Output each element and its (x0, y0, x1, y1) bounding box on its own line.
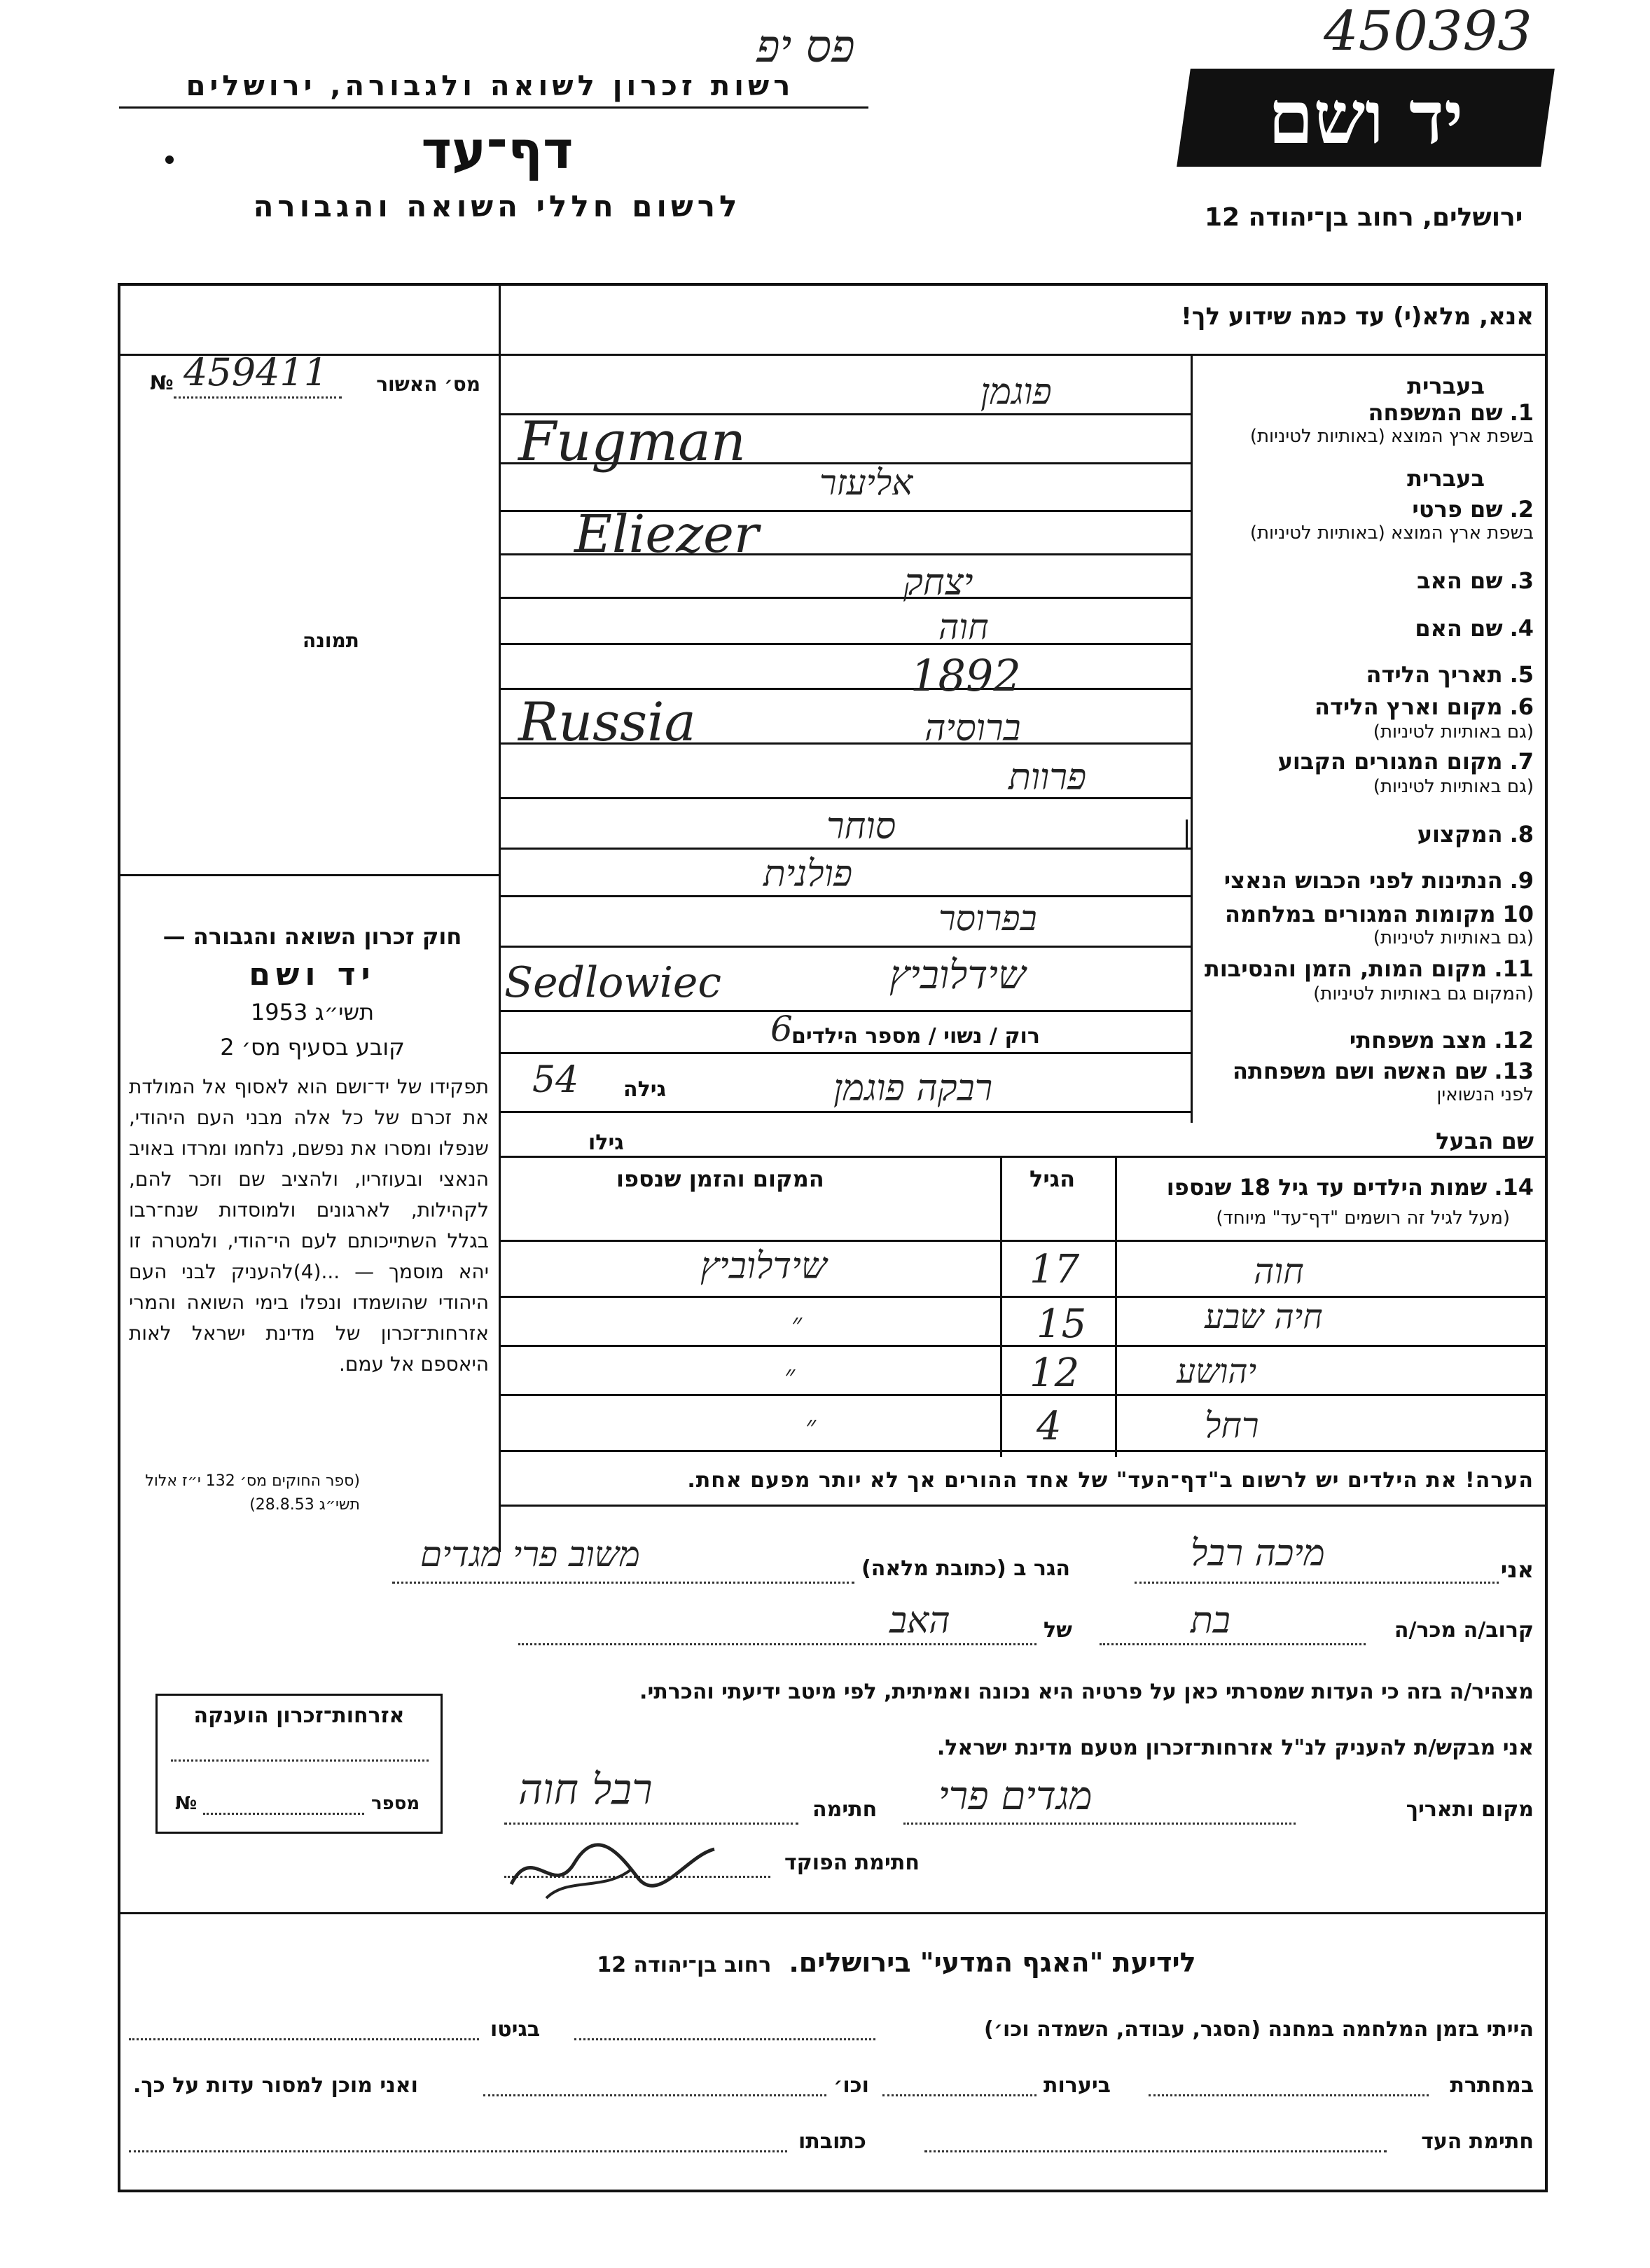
left-column-divider (499, 286, 501, 1552)
field-line-8 (499, 848, 1192, 850)
field-line-4 (499, 643, 1192, 645)
signature-label: חתימה (812, 1797, 878, 1822)
field-line-12 (499, 1052, 1192, 1054)
field-1-value-hebrew: פוגמן (980, 371, 1052, 413)
citizenship-no-symbol: № (175, 1793, 197, 1814)
declarant-name: מיכה רבל (1191, 1533, 1325, 1575)
husband-label: שם הבעל (1436, 1128, 1534, 1154)
left-law-divider (120, 874, 499, 876)
signature-line (504, 1823, 798, 1825)
footer-divider (120, 1912, 1545, 1914)
field-12-name: מצב משפחתי (1349, 1027, 1488, 1053)
instruction-divider (499, 354, 1545, 356)
law-source: (ספר החוקים מס׳ 132 י״ז אלול תשי״ג 28.8.53) (145, 1472, 360, 1514)
field-10-label (1225, 901, 1534, 927)
lang-hebrew-2: בעברית (1407, 465, 1485, 492)
relation-value: בת (1191, 1600, 1230, 1642)
field-line-9 (499, 895, 1192, 897)
citizenship-number-line (203, 1813, 364, 1815)
field-7-name: מקום המגורים הקבוע (1277, 748, 1503, 775)
officer-signature-scribble (504, 1828, 742, 1905)
form-subtitle: לרשום חללי השואה והגבורה (253, 189, 742, 223)
field-11-sub: (המקום גם באותיות לטיניות) (1313, 983, 1534, 1004)
field-1-no: 1. (1509, 399, 1534, 426)
husband-line (499, 1156, 1545, 1158)
field-7-value: פרוות (1008, 756, 1087, 798)
child-4-place: ״ (805, 1410, 817, 1442)
field-12-children-count: 6 (770, 1009, 793, 1049)
of-value: האב (889, 1600, 950, 1642)
field-7-no: 7. (1509, 748, 1534, 775)
approval-dotline (174, 396, 342, 399)
footer-line1-b: בגיטו (490, 2017, 541, 2042)
place-date-label: מקום ותאריך (1406, 1797, 1534, 1822)
child-2-age: 15 (1037, 1301, 1087, 1347)
children-row-line-2 (499, 1345, 1545, 1347)
field-7-label (1278, 748, 1534, 775)
child-1-age: 17 (1029, 1247, 1080, 1292)
field-12-status-options: רוק / נשוי / מספר הילדים (791, 1024, 1040, 1049)
field-6-no: 6. (1509, 693, 1534, 720)
field-4-value: חוה (938, 607, 989, 647)
field-3-no: 3. (1509, 567, 1534, 594)
field-4-label (1415, 615, 1534, 642)
field-5-value: 1892 (910, 650, 1021, 701)
field-4-no: 4. (1509, 615, 1534, 642)
field-2-value-hebrew: אליעזר (819, 462, 913, 503)
place-date-value: מגדים פרי (938, 1773, 1093, 1819)
relation-line (1100, 1643, 1366, 1645)
registration-number: 450393 (1324, 0, 1532, 63)
field-line-10 (499, 946, 1192, 948)
children-col-divider-2 (1000, 1156, 1002, 1457)
field-13-name: שם האשה ושם משפחתה (1232, 1058, 1488, 1084)
child-3-name: יהושע (1177, 1352, 1257, 1391)
footer-line3-dots-b (129, 2150, 787, 2152)
field-6-name: מקום וארץ הלידה (1315, 693, 1503, 720)
field-13-no: 13. (1494, 1058, 1534, 1084)
field-11-no: 11. (1494, 955, 1534, 982)
children-header-line (499, 1240, 1545, 1242)
footer-line1-dots-a (574, 2038, 875, 2040)
field-9-label (1224, 867, 1534, 894)
field-10-name: מקומות המגורים במלחמה (1224, 901, 1496, 927)
field-11-label (1205, 955, 1534, 982)
children-row-line-3 (499, 1394, 1545, 1396)
bullet-mark (165, 155, 174, 164)
field-8-label (1417, 821, 1534, 848)
approval-label: מס׳ האשור (376, 373, 480, 396)
instruction-text: אנא, מלא(י) עד כמה שידוע לך! (1181, 303, 1534, 331)
field-6-value-hebrew: ברוסיה (924, 707, 1021, 749)
note-bottom-line (499, 1505, 1545, 1507)
lang-hebrew-1: בעברית (1407, 373, 1485, 399)
field-10-no: 10 (1502, 901, 1534, 927)
children-header-title (1167, 1174, 1534, 1201)
citizenship-title: אזרחות־זכרון הוענקה (193, 1703, 405, 1728)
field-line-13 (499, 1111, 1192, 1113)
footer-line2-dots-a (1149, 2094, 1429, 2096)
form-title: דף־עד (421, 120, 574, 181)
approval-value: 459411 (183, 350, 328, 394)
footer-title-text: לידיעת "האגף המדעי" בירושלים. (789, 1947, 1196, 1978)
field-13-age-value: 54 (532, 1059, 579, 1101)
field-13-label (1233, 1058, 1534, 1084)
field-8-no: 8. (1509, 821, 1534, 848)
field-5-no: 5. (1509, 661, 1534, 688)
footer-line2-a: במחתרת (1450, 2073, 1534, 2098)
footer-line2-c: וכו׳ (833, 2073, 869, 2098)
place-date-line (903, 1823, 1296, 1825)
field-4-name: שם האם (1415, 615, 1503, 642)
footer-line2-dots-c (483, 2094, 826, 2096)
children-header-note: (מעל לגיל זה רושמים "דף־עד" מיוחד) (1216, 1208, 1510, 1229)
field-10-latin-note: (גם באותיות לטיניות) (1373, 927, 1534, 948)
signature-value: רבל חוה (518, 1765, 653, 1814)
field-9-value: פולנית (763, 853, 853, 895)
field-2-name: שם פרטי (1412, 496, 1503, 523)
child-4-age: 4 (1037, 1404, 1062, 1449)
field-12-no: 12. (1494, 1027, 1534, 1053)
field-7-latin-note: (גם באותיות לטיניות) (1373, 776, 1534, 797)
declarant-address: משוב פרי מגדים (420, 1534, 640, 1575)
field-13-sub: לפני הנשואין (1436, 1084, 1534, 1105)
officer-signature-icon (504, 1828, 742, 1905)
footer-line2-d: ואני מוכן למסור עדות על כך. (133, 2073, 418, 2098)
field-3-name: שם האב (1417, 567, 1503, 594)
field-1-name: שם המשפחה (1368, 399, 1503, 426)
relative-label: קרוב/ה מכר/ה (1394, 1618, 1534, 1643)
children-age-col: הגיל (1029, 1166, 1076, 1192)
authority-underline (119, 106, 868, 109)
of-label: של (1044, 1618, 1072, 1643)
husband-age-label: גילו (588, 1130, 624, 1155)
note-line: הערה! את הילדים יש לרשום ב"דף־העד" של אחד ההורים אך לא יותר מפעם אחת. (687, 1468, 1534, 1493)
field-5-label (1366, 661, 1534, 688)
officer-label: חתימת הפוקד (784, 1851, 920, 1875)
footer-line3-a: חתימת העד (1421, 2129, 1534, 2154)
child-2-name: חיה שבע (1205, 1297, 1323, 1336)
field-2-value-latin: Eliezer (574, 504, 759, 565)
field-5-name: תאריך הלידה (1366, 661, 1503, 688)
field-11-value-hebrew: שידלוביץ (889, 953, 1026, 998)
children-row-line-4 (499, 1450, 1545, 1452)
field-6-label (1315, 693, 1534, 720)
children-header-text: שמות הילדים עד גיל 18 שנספו (1166, 1174, 1488, 1201)
field-2-latin-note: בשפת ארץ המוצא (באותיות לטיניות) (1249, 523, 1534, 544)
footer-title (546, 1947, 1247, 1978)
child-2-place: ״ (791, 1308, 803, 1340)
field-2-no: 2. (1509, 496, 1534, 523)
children-header-no: 14. (1494, 1174, 1534, 1201)
field-8-name: המקצוע (1417, 821, 1503, 848)
law-body: תפקידו של יד־ושם הוא לאסוף אל המולדת את זכרם של כל אלה מבני העם היהודי, שנפלו ומסרו את נפשם, נלחמו ומרדו באויב הנאצי ובעוזריו, ולהציב שם וזכר להם, לקהילות, לארגונים ולמוסדות שנח־רבו בגלל השתייכותם לעם הי־הודי, ולמטרה זו יהא מוסמך — ...(4)להעניק לבני העם היהודי שהושמדו ונפלו בימי השואה והמרי אזרחות־זכרון של מדינת ישראל לאות היאספם אל עמם. (129, 1075, 489, 1376)
of-line (518, 1643, 1037, 1645)
logo-text: יד ושם (1268, 74, 1464, 160)
child-3-place: ״ (784, 1360, 796, 1392)
child-1-place: שידלוביץ (700, 1245, 827, 1287)
law-name: יד ושם (249, 957, 376, 993)
footer-line3-dots-a (924, 2150, 1387, 2152)
field-9-name: הנתינות לפני הכבוש הנאצי (1223, 867, 1503, 894)
field-line-5 (499, 688, 1192, 690)
child-1-name: חוה (1254, 1251, 1304, 1292)
field-line-11 (499, 1010, 1192, 1012)
citizenship-dotline (171, 1759, 429, 1762)
children-row-line-1 (499, 1296, 1545, 1298)
field-11-name: מקום המות, הזמן והנסיבות (1204, 955, 1488, 982)
field-1-value-latin: Fugman (518, 410, 746, 473)
footer-line3-b: כתובתו (798, 2129, 866, 2154)
field-line-tick-6 (1186, 820, 1188, 848)
children-place-col: המקום והזמן שנספו (616, 1166, 824, 1192)
children-col-divider-1 (1115, 1156, 1117, 1457)
request-text: אני מבקש/ת להעניק לנ"ל אזרחות־זכרון מטעם מדינת ישראל. (936, 1736, 1534, 1760)
field-8-value: סוחר (826, 805, 896, 848)
declarant-name-line (1135, 1582, 1499, 1584)
field-10-value: בפרוסר (938, 898, 1037, 939)
photo-label: תמונה (303, 629, 359, 652)
law-year: תשי״ג 1953 (250, 999, 375, 1025)
declarant-i-label: אני (1500, 1556, 1534, 1583)
handwritten-top-note: פס יפ (756, 21, 855, 73)
footer-line1-a: הייתי בזמן המלחמה במחנה (הסגר, עבודה, השמדה וכו׳) (984, 2017, 1534, 2042)
label-column-divider (1191, 354, 1193, 1123)
field-1-latin-note: בשפת ארץ המוצא (באותיות לטיניות) (1249, 426, 1534, 447)
law-section: קובע בסעיף מס׳ 2 (220, 1034, 405, 1060)
field-13-age-label: גילה (623, 1077, 666, 1102)
citizenship-number-label: מספר (371, 1793, 420, 1814)
field-13-value: רבקה פוגמן (833, 1067, 993, 1109)
child-3-age: 12 (1029, 1350, 1080, 1396)
field-line-3 (499, 597, 1192, 599)
child-4-name: רחל (1205, 1405, 1259, 1446)
footer-line2-dots-b (882, 2094, 1037, 2096)
footer-line2-b: ביערות (1044, 2073, 1111, 2098)
field-3-value: יצחק (903, 562, 973, 604)
field-1-label (1368, 399, 1534, 426)
declarant-address-line (392, 1582, 854, 1584)
footer-line1-dots-b (129, 2038, 479, 2040)
law-title: חוק זכרון השואה והגבורה — (162, 923, 462, 950)
field-line-7 (499, 797, 1192, 799)
declaration-text: מצהיר/ה בזה כי העדות שמסרתי כאן על פרטיה היא נכונה ואמיתית, לפי מיטב ידיעתי והכרתי. (639, 1680, 1534, 1704)
field-6-value-latin: Russia (518, 691, 696, 753)
field-9-no: 9. (1509, 867, 1534, 894)
footer-address: רחוב בן־יהודה 12 (597, 1953, 772, 1977)
approval-no-symbol: № (150, 371, 174, 394)
field-6-latin-note: (גם באותיות לטיניות) (1373, 721, 1534, 742)
header-address: ירושלים, רחוב בן־יהודה 12 (1205, 203, 1523, 232)
yad-vashem-logo (1177, 69, 1555, 167)
field-3-label (1417, 567, 1534, 594)
field-12-label (1350, 1027, 1534, 1053)
field-11-value-latin: Sedlowiec (504, 958, 721, 1007)
declarant-lives-label: הגר ב (כתובת מלאה) (861, 1556, 1071, 1581)
field-2-label (1412, 496, 1534, 523)
authority-name: רשות זכרון לשואה ולגבורה, ירושלים (186, 70, 795, 102)
